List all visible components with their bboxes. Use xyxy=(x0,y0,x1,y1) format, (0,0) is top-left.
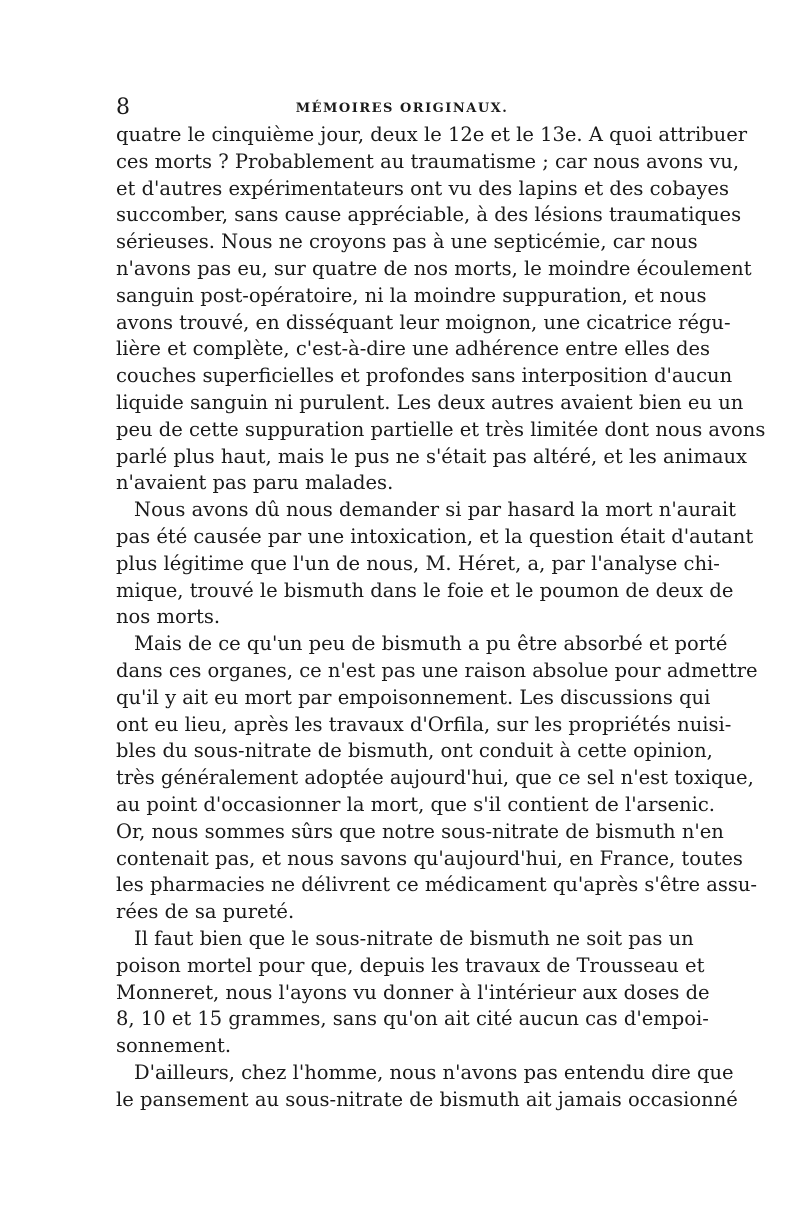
page-number: 8 xyxy=(116,95,130,120)
text-line: poison mortel pour que, depuis les travaux de Trousseau et xyxy=(116,953,705,977)
text-line: Monneret, nous l'ayons vu donner à l'intérieur aux doses de xyxy=(116,980,710,1004)
text-line: liquide sanguin ni purulent. Les deux autres avaient bien eu un xyxy=(116,390,744,414)
text-line: n'avaient pas paru malades. xyxy=(116,471,394,495)
paragraph xyxy=(116,926,710,1060)
text-line: D'ailleurs, chez l'homme, nous n'avons pas entendu dire que xyxy=(134,1060,734,1084)
text-line: ont eu lieu, après les travaux d'Orfila, sur les propriétés nuisi- xyxy=(116,712,732,736)
text-line: ces morts ? Probablement au traumatisme ; car nous avons vu, xyxy=(116,149,740,173)
text-line: pas été causée par une intoxication, et la question était d'autant xyxy=(116,524,754,548)
text-line: qu'il y ait eu mort par empoisonnement. Les discussions qui xyxy=(116,685,711,709)
text-line: succomber, sans cause appréciable, à des lésions traumatiques xyxy=(116,203,742,227)
running-title: MÉMOIRES ORIGINAUX. xyxy=(295,101,509,116)
text-line: plus légitime que l'un de nous, M. Héret, a, par l'analyse chi- xyxy=(116,551,720,575)
text-line: avons trouvé, en disséquant leur moignon, une cicatrice régu- xyxy=(116,310,731,334)
paragraph xyxy=(116,122,766,497)
text-line: et d'autres expérimentateurs ont vu des lapins et des cobayes xyxy=(116,176,729,200)
text-line: sérieuses. Nous ne croyons pas à une septicémie, car nous xyxy=(116,230,698,254)
text-line: contenait pas, et nous savons qu'aujourd'hui, en France, toutes xyxy=(116,846,743,870)
text-line: sanguin post-opératoire, ni la moindre suppuration, et nous xyxy=(116,283,707,307)
text-line: mique, trouvé le bismuth dans le foie et le poumon de deux de xyxy=(116,578,734,602)
text-line: les pharmacies ne délivrent ce médicament qu'après s'être assu- xyxy=(116,873,758,897)
text-line: couches superficielles et profondes sans interposition d'aucun xyxy=(116,364,733,388)
text-line: quatre le cinquième jour, deux le 12e et le 13e. A quoi attribuer xyxy=(116,123,748,146)
text-line: le pansement au sous-nitrate de bismuth ait jamais occasionné xyxy=(116,1087,738,1111)
text-line: parlé plus haut, mais le pus ne s'était pas altéré, et les animaux xyxy=(116,444,748,468)
body-text xyxy=(116,122,766,1113)
page-header xyxy=(116,96,688,120)
text-line: très généralement adoptée aujourd'hui, que ce sel n'est toxique, xyxy=(116,766,754,790)
text-line: sonnement. xyxy=(116,1034,232,1058)
text-line: au point d'occasionner la mort, que s'il contient de l'arsenic. xyxy=(116,792,715,816)
paragraph xyxy=(116,631,758,926)
text-line: bles du sous-nitrate de bismuth, ont conduit à cette opinion, xyxy=(116,739,713,763)
text-line: rées de sa pureté. xyxy=(116,900,295,924)
text-line: lière et complète, c'est-à-dire une adhérence entre elles des xyxy=(116,337,711,361)
text-line: Il faut bien que le sous-nitrate de bismuth ne soit pas un xyxy=(134,926,694,950)
text-line: n'avons pas eu, sur quatre de nos morts, le moindre écoulement xyxy=(116,256,752,280)
text-line: 8, 10 et 15 grammes, sans qu'on ait cité aucun cas d'empoi- xyxy=(116,1007,709,1031)
text-line: Nous avons dû nous demander si par hasard la mort n'aurait xyxy=(134,498,736,522)
text-line: Mais de ce qu'un peu de bismuth a pu être absorbé et porté xyxy=(134,632,728,656)
paragraph xyxy=(116,1060,738,1114)
text-line: dans ces organes, ce n'est pas une raison absolue pour admettre xyxy=(116,658,758,682)
text-line: Or, nous sommes sûrs que notre sous-nitrate de bismuth n'en xyxy=(116,819,724,843)
text-line: nos morts. xyxy=(116,605,221,629)
paragraph xyxy=(116,497,754,631)
text-line: peu de cette suppuration partielle et très limitée dont nous avons xyxy=(116,417,766,441)
